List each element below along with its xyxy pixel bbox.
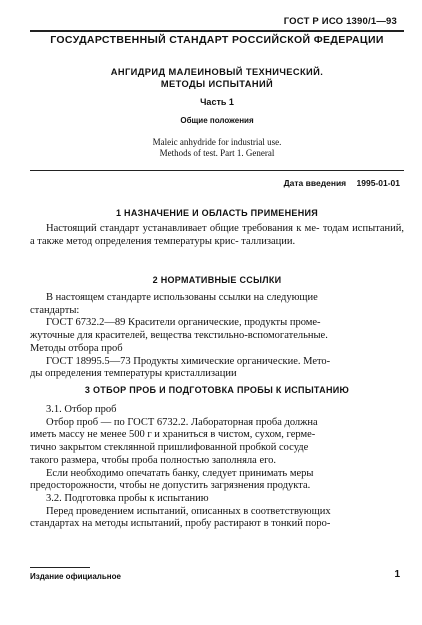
section-body	[30, 404, 404, 531]
date-divider	[30, 170, 404, 171]
paragraph-line: Настоящий стандарт устанавливает общие требования к ме-	[46, 223, 320, 234]
section-body	[30, 223, 404, 248]
paragraph-line: тодам испытаний, а также метод определения температуры крис-	[30, 223, 404, 247]
reference-line: Методы отбора проб	[30, 342, 123, 354]
section-heading: 3 ОТБОР ПРОБ И ПОДГОТОВКА ПРОБЫ К ИСПЫТАНИЮ	[84, 385, 350, 395]
section-heading: 1 НАЗНАЧЕНИЕ И ОБЛАСТЬ ПРИМЕНЕНИЯ	[115, 208, 319, 218]
subsection-heading: 3.1. Отбор проб	[46, 404, 117, 415]
paragraph-line: предосторожности, чтобы не допустить загрязнения продукта.	[30, 480, 311, 492]
subsection-heading: 3.2. Подготовка пробы к испытанию	[46, 492, 209, 504]
top-divider	[30, 30, 404, 32]
english-title-line: Maleic anhydride for industrial use.	[152, 137, 282, 147]
organization-heading: ГОСУДАРСТВЕННЫЙ СТАНДАРТ РОССИЙСКОЙ ФЕДЕРАЦИИ	[50, 34, 384, 46]
reference-line: ГОСТ 6732.2—89 Красители органические, продукты проме-	[46, 317, 321, 329]
paragraph-line: таллизации.	[241, 235, 296, 247]
paragraph-line: Отбор проб — по ГОСТ 6732.2. Лабораторная проба должна	[46, 416, 318, 428]
subtitle: Общие положения	[180, 116, 254, 125]
paragraph-line: Если необходимо опечатать банку, следует принимать меры	[46, 467, 314, 479]
document-number: ГОСТ Р ИСО 1390/1—93	[283, 16, 397, 27]
effective-date-value: 1995-01-01	[356, 178, 400, 188]
paragraph-line: стандарты:	[30, 304, 80, 316]
standard-title	[30, 66, 404, 90]
title-line: МЕТОДЫ ИСПЫТАНИЙ	[160, 79, 274, 89]
title-line: АНГИДРИД МАЛЕИНОВЫЙ ТЕХНИЧЕСКИЙ.	[110, 67, 324, 77]
section-heading: 2 НОРМАТИВНЫЕ ССЫЛКИ	[152, 275, 282, 285]
english-title-line: Methods of test. Part 1. General	[159, 148, 275, 158]
effective-date-label: Дата введения	[283, 178, 347, 188]
paragraph-line: тично закрытом стеклянной пришлифованной пробкой сосуде	[30, 442, 309, 454]
edition-note: Издание официальное	[30, 572, 121, 581]
paragraph-line: иметь массу не менее 500 г и храниться в чистом, сухом, герме-	[30, 429, 316, 441]
part-label: Часть 1	[200, 97, 234, 107]
page-number: 1	[394, 569, 400, 580]
reference-line: ды определения температуры кристаллизации	[30, 368, 237, 380]
effective-date	[284, 178, 400, 188]
paragraph-line: такого размера, чтобы проба полностью заполняла его.	[30, 454, 277, 466]
english-title	[30, 137, 404, 159]
paragraph-line: Перед проведением испытаний, описанных в соответствующих	[46, 505, 331, 517]
reference-line: жуточные для красителей, вещества текстильно-вспомогательные.	[30, 330, 328, 342]
section-body	[30, 292, 404, 381]
footer-divider	[30, 567, 90, 568]
paragraph-line: В настоящем стандарте использованы ссылки на следующие	[46, 292, 318, 303]
reference-line: ГОСТ 18995.5—73 Продукты химические органические. Мето-	[46, 355, 331, 367]
paragraph-line: стандартах на методы испытаний, пробу растирают в тонкий поро-	[30, 518, 331, 530]
